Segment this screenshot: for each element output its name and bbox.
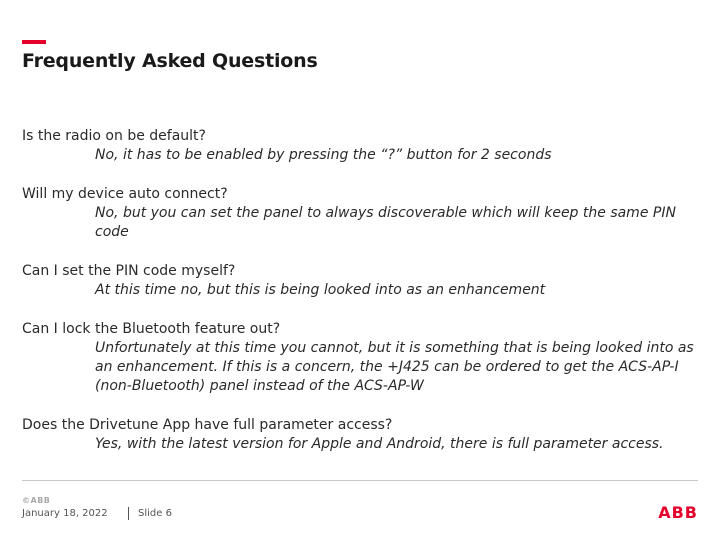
faq-item: [22, 416, 692, 454]
faq-question: Will my device auto connect?: [22, 186, 228, 202]
footer-separator: [128, 507, 129, 520]
faq-question: Does the Drivetune App have full parameter access?: [22, 417, 393, 433]
footer-small-logo: ©ABB: [22, 496, 51, 505]
faq-item: [22, 127, 692, 165]
faq-question: Can I lock the Bluetooth feature out?: [22, 321, 281, 337]
slide-number: Slide 6: [138, 508, 172, 519]
faq-list: [22, 127, 692, 454]
footer-divider: [22, 480, 698, 481]
faq-question: Is the radio on be default?: [22, 128, 206, 144]
footer-date: January 18, 2022: [22, 508, 108, 519]
faq-answer: Yes, with the latest version for Apple and Android, there is full parameter access.: [95, 436, 664, 452]
faq-item: [22, 185, 692, 242]
faq-answer: No, but you can set the panel to always discoverable which will keep the same PIN code: [95, 205, 676, 240]
faq-answer: At this time no, but this is being looked into as an enhancement: [95, 282, 546, 298]
faq-item: [22, 262, 692, 300]
faq-answer: Unfortunately at this time you cannot, but it is something that is being looked into as an enhancement. If this is a concern, the +J425 can be ordered to get the ACS-AP-I (non-Bluetooth) panel instead of the ACS-AP-W: [95, 340, 694, 394]
faq-item: [22, 320, 692, 396]
page-title: Frequently Asked Questions: [22, 50, 318, 72]
faq-question: Can I set the PIN code myself?: [22, 263, 236, 279]
title-accent-bar: [22, 40, 46, 44]
faq-answer: No, it has to be enabled by pressing the “?” button for 2 seconds: [95, 147, 552, 163]
abb-logo: ABB: [658, 503, 698, 522]
